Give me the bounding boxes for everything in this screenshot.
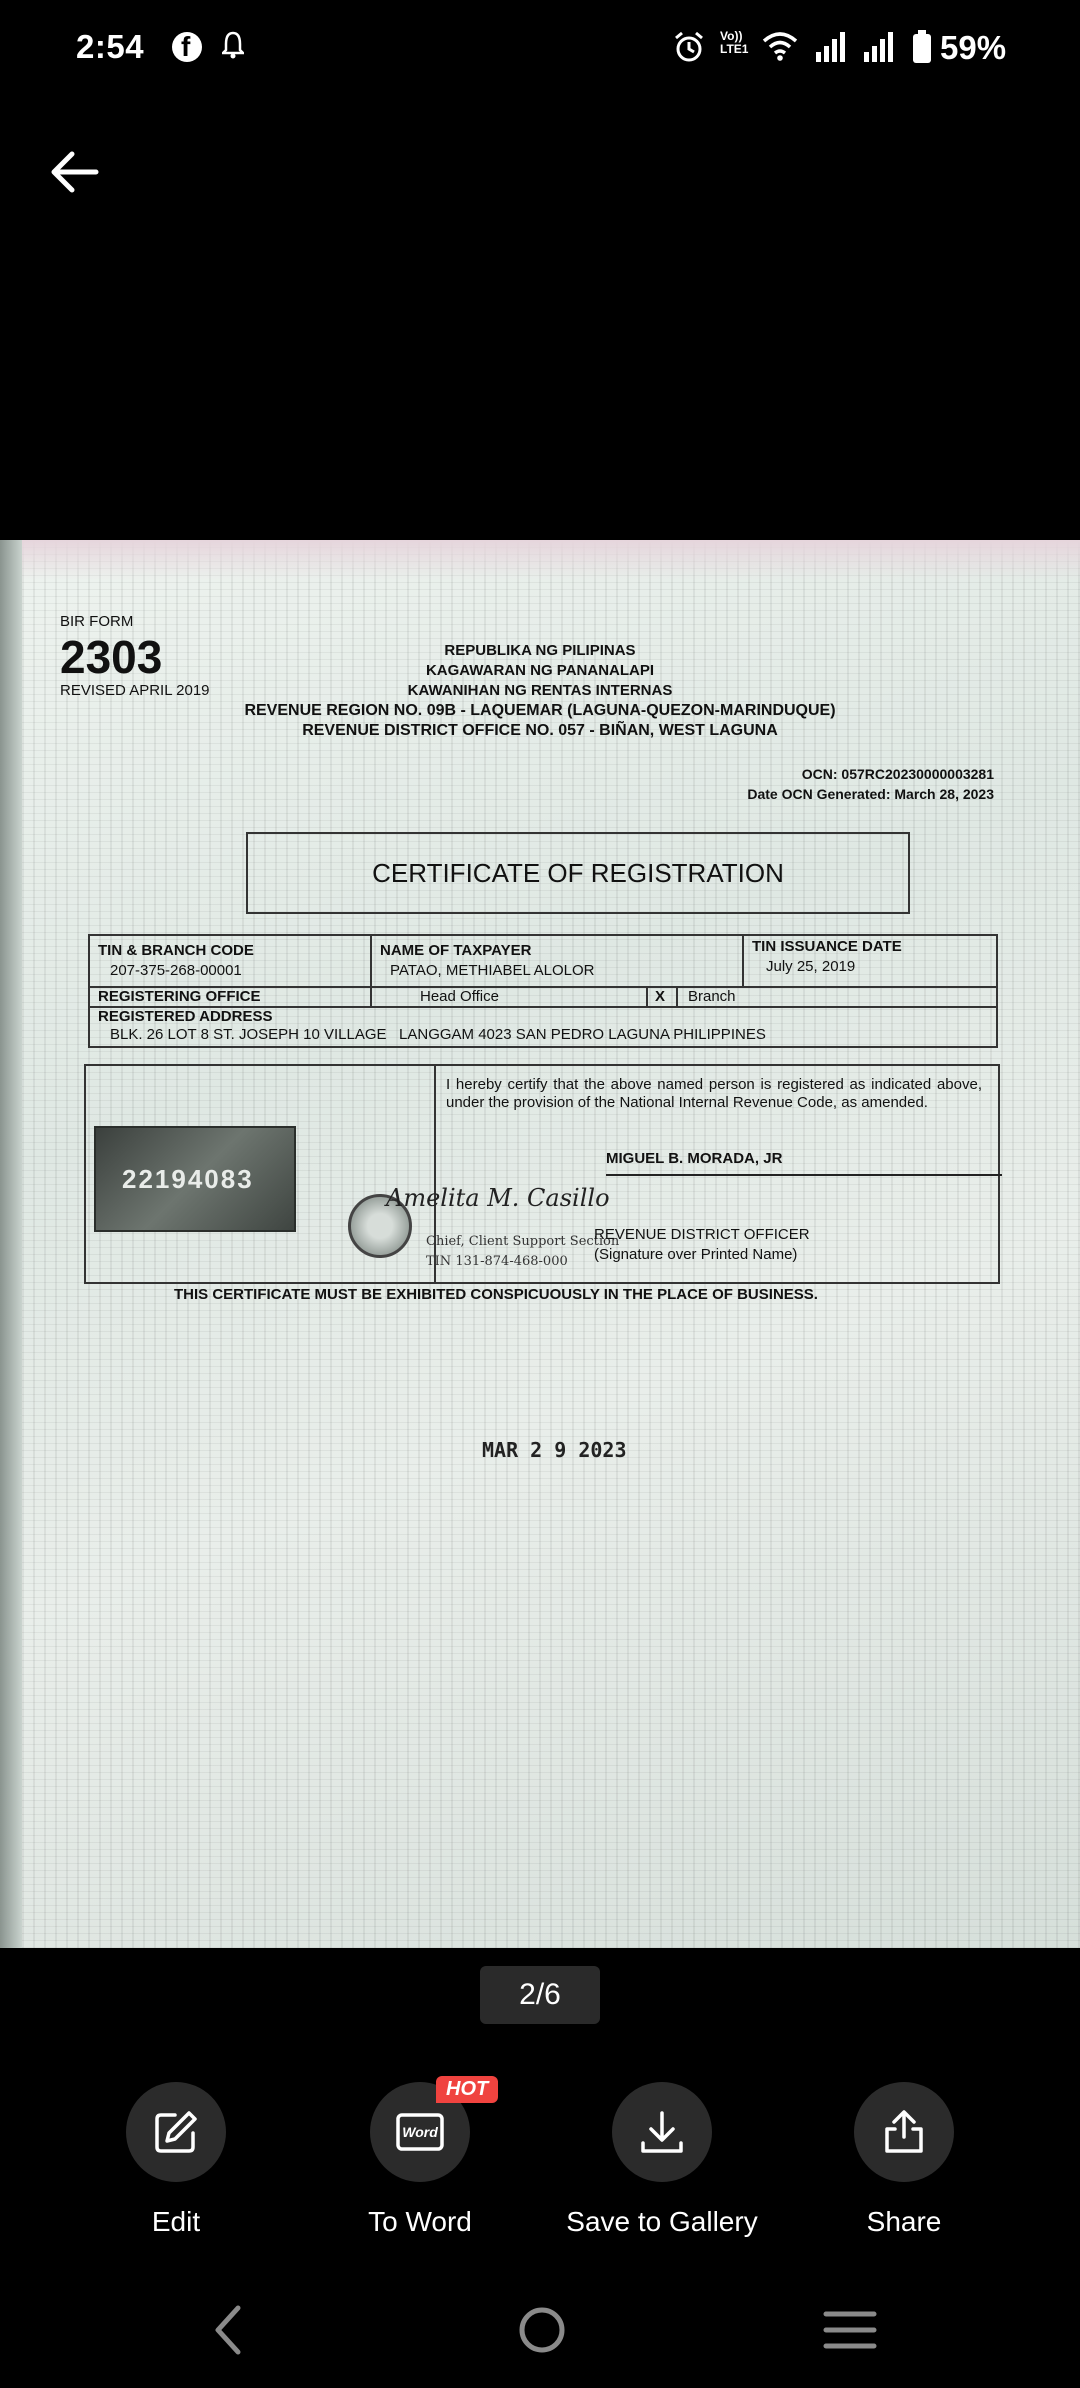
back-button[interactable] (44, 140, 108, 204)
taxpayer-name-value: PATAO, METHIABEL ALOLOR (390, 962, 595, 979)
battery-icon (912, 30, 932, 69)
form-number: 2303 (60, 631, 163, 683)
signal-icon (814, 30, 848, 69)
to-word-label: To Word (368, 2206, 472, 2237)
save-to-gallery-label: Save to Gallery (566, 2206, 758, 2237)
certification-block (84, 1064, 1000, 1284)
volte-icon: Vo)) LTE1 (720, 29, 749, 56)
status-bar (0, 0, 1080, 100)
registered-address-label: REGISTERED ADDRESS (98, 1008, 273, 1025)
tin-label: TIN & BRANCH CODE (98, 942, 254, 959)
share-icon (881, 2109, 927, 2155)
share-button[interactable] (804, 2082, 1004, 2238)
received-date-stamp: MAR 2 9 2023 (482, 1438, 627, 1462)
share-label: Share (866, 2206, 942, 2237)
certificate-title-box (246, 832, 910, 914)
left-signature: Amelita M. Casillo (386, 1184, 610, 1212)
left-signatory-title: Chief, Client Support Section (426, 1234, 620, 1249)
header-line: REVENUE REGION NO. 09B - LAQUEMAR (LAGUNA-QUEZON-MARINDUQUE) (244, 702, 836, 719)
alarm-icon (672, 30, 706, 69)
taxpayer-name-label: NAME OF TAXPAYER (380, 942, 532, 959)
signature-line (606, 1174, 1002, 1176)
exhibit-notice: THIS CERTIFICATE MUST BE EXHIBITED CONSPICUOUSLY IN THE PLACE OF BUSINESS. (174, 1286, 818, 1303)
edit-label: Edit (151, 2206, 201, 2237)
nav-home-icon (512, 2300, 572, 2360)
to-word-button[interactable] (320, 2078, 520, 2238)
save-to-gallery-button[interactable] (562, 2082, 762, 2238)
registered-address-value: BLK. 26 LOT 8 ST. JOSEPH 10 VILLAGE LANGGAM 4023 SAN PEDRO LAGUNA PHILIPPINES (110, 1026, 766, 1043)
header-line: REPUBLIKA NG PILIPINAS (444, 642, 636, 659)
branch-option: Branch (688, 988, 736, 1005)
word-document-icon (395, 2109, 445, 2155)
page-indicator: 2/6 (480, 1966, 600, 2024)
battery-percent: 59% (940, 29, 1007, 66)
nav-recents-button[interactable] (820, 2306, 880, 2359)
nav-home-button[interactable] (512, 2300, 572, 2365)
signal-icon (862, 30, 896, 69)
nav-back-icon (208, 2300, 248, 2360)
svg-text:Word: Word (402, 2124, 438, 2140)
document-preview (0, 540, 1080, 1948)
tin-issuance-value: July 25, 2019 (766, 958, 856, 975)
officer-title: REVENUE DISTRICT OFFICER (594, 1226, 810, 1243)
header-line: KAGAWARAN NG PANANALAPI (425, 662, 655, 679)
office-checkmark: X (655, 988, 666, 1005)
edit-icon (153, 2109, 199, 2155)
bell-icon (222, 30, 244, 65)
tin-issuance-label: TIN ISSUANCE DATE (752, 938, 902, 955)
facebook-icon: f (172, 32, 202, 62)
left-signatory-tin: TIN 131-874-468-000 (426, 1254, 568, 1269)
header-line: KAWANIHAN NG RENTAS INTERNAS (407, 682, 673, 699)
wifi-icon (762, 30, 798, 67)
head-office-option: Head Office (420, 988, 499, 1005)
stamp-number: 22194083 (122, 1164, 254, 1194)
arrow-left-icon (44, 140, 108, 204)
officer-name: MIGUEL B. MORADA, JR (606, 1150, 783, 1167)
ocn-number: OCN: 057RC20230000003281 (801, 766, 994, 782)
hot-badge: HOT (436, 2076, 498, 2103)
ocn-date: Date OCN Generated: March 28, 2023 (747, 786, 994, 802)
revised-label: REVISED APRIL 2019 (60, 682, 210, 699)
signature-caption: (Signature over Printed Name) (594, 1246, 798, 1263)
documentary-stamp (94, 1126, 296, 1232)
registering-office-label: REGISTERING OFFICE (98, 988, 261, 1005)
status-time: 2:54 (76, 28, 145, 65)
edit-button[interactable] (76, 2082, 276, 2238)
nav-back-button[interactable] (208, 2300, 248, 2365)
registration-table (88, 934, 998, 1048)
header-line: REVENUE DISTRICT OFFICE NO. 057 - BIÑAN, WEST LAGUNA (302, 722, 778, 739)
download-icon (639, 2109, 685, 2155)
certificate-title: CERTIFICATE OF REGISTRATION (372, 857, 784, 888)
certify-statement: I hereby certify that the above named person is registered as indicated above, under the provision of the National Internal Revenue Code, as amended. (446, 1076, 982, 1111)
nav-recents-icon (820, 2306, 880, 2354)
tin-value: 207-375-268-00001 (110, 962, 242, 979)
bir-form-label: BIR FORM (60, 613, 134, 630)
